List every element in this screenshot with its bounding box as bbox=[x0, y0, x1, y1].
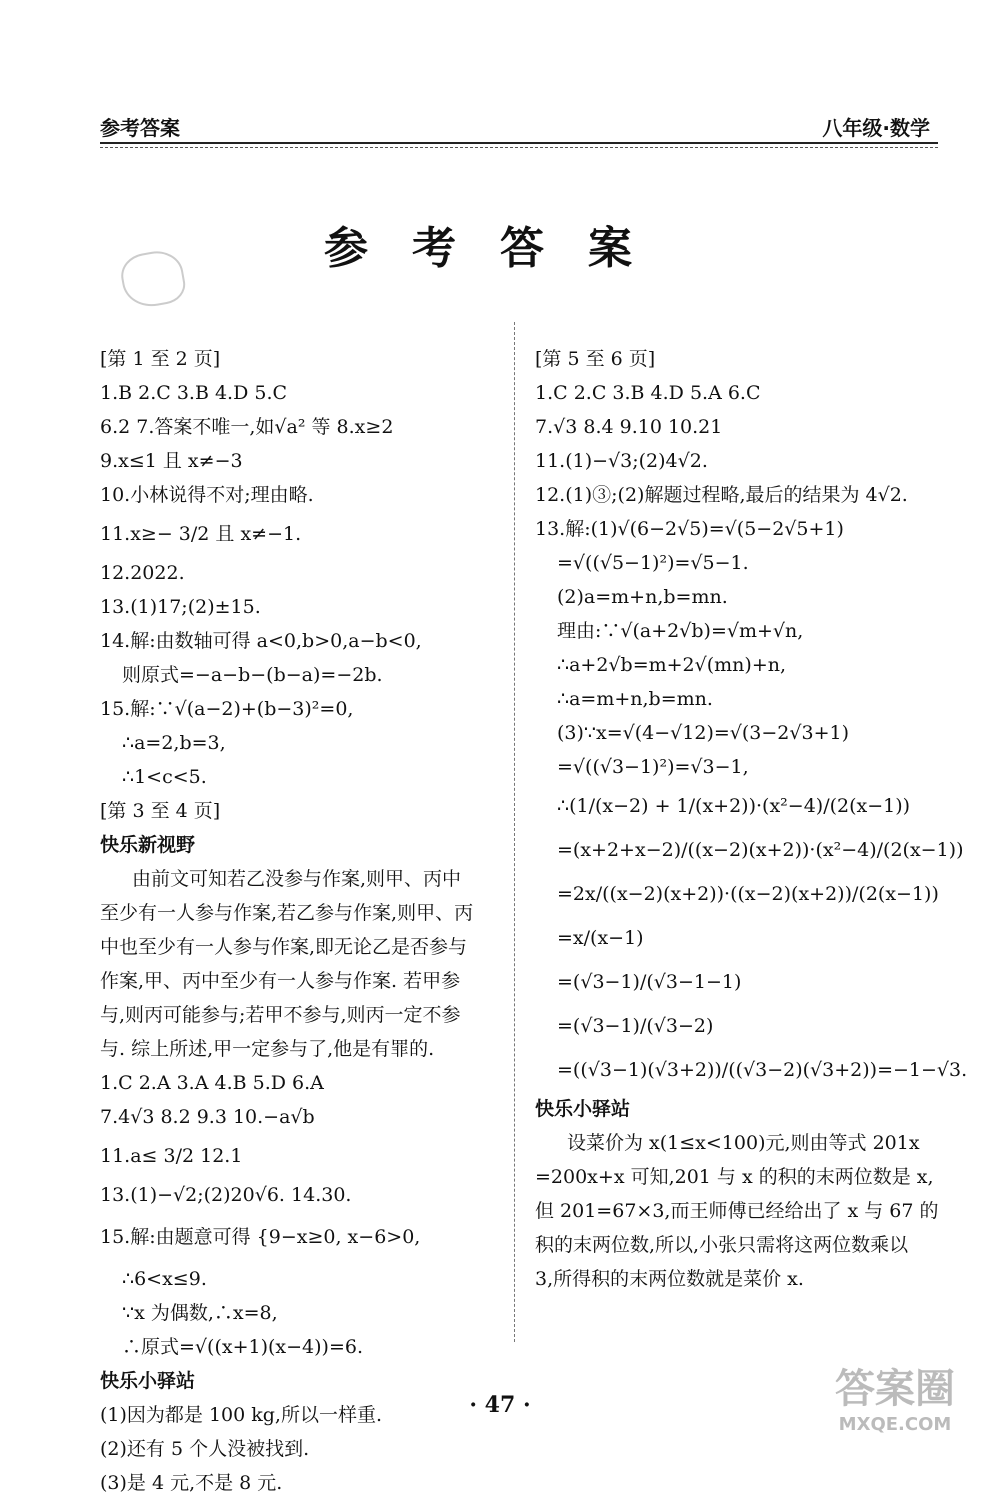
answer-line: 12.(1)③;(2)解题过程略,最后的结果为 4√2. bbox=[535, 484, 908, 506]
answer-line: 13.解:(1)√(6−2√5)=√(5−2√5+1) bbox=[535, 518, 844, 540]
paragraph-line: 但 201=67×3,而王师傅已经给出了 x 与 67 的 bbox=[535, 1200, 939, 1222]
paragraph-line: 3,所得积的末两位数就是菜价 x. bbox=[535, 1268, 804, 1290]
paragraph-line: 与. 综上所述,甲一定参与了,他是有罪的. bbox=[100, 1038, 435, 1060]
answer-line: =(√3−1)/(√3−1−1) bbox=[557, 971, 742, 993]
answer-line: 11.a≤ 3/2 12.1 bbox=[100, 1145, 243, 1167]
answer-line: ∴原式=√((x+1)(x−4))=6. bbox=[122, 1336, 363, 1358]
right-column bbox=[535, 342, 968, 1296]
paragraph-line: 设菜价为 x(1≤x<100)元,则由等式 201x bbox=[567, 1132, 920, 1154]
answer-line: =(x+2+x−2)/((x−2)(x+2))·(x²−4)/(2(x−1)) bbox=[557, 839, 964, 861]
answer-line: ∴a=m+n,b=mn. bbox=[557, 688, 713, 710]
paragraph-line: 至少有一人参与作案,若乙参与作案,则甲、丙 bbox=[100, 902, 474, 924]
header-left: 参考答案 bbox=[100, 116, 180, 140]
answer-line: 理由:∵√(a+2√b)=√m+√n, bbox=[557, 620, 804, 642]
answer-line: 7.√3 8.4 9.10 10.21 bbox=[535, 416, 723, 438]
paragraph-line: 积的末两位数,所以,小张只需将这两位数乘以 bbox=[535, 1234, 909, 1256]
answer-line: 则原式=−a−b−(b−a)=−2b. bbox=[122, 664, 383, 686]
answer-line: 1.B 2.C 3.B 4.D 5.C bbox=[100, 382, 288, 404]
answer-line: ∴(1/(x−2) + 1/(x+2))·(x²−4)/(2(x−1)) bbox=[557, 795, 911, 817]
paragraph-line: 作案,甲、丙中至少有一人参与作案. 若甲参 bbox=[100, 970, 461, 992]
answer-line: ∵x 为偶数,∴x=8, bbox=[122, 1302, 278, 1324]
section-heading: [第 5 至 6 页] bbox=[535, 348, 656, 370]
answer-line: [第 1 至 2 页] bbox=[100, 348, 221, 370]
header-right: 八年级·数学 bbox=[822, 116, 930, 140]
answer-line: 11.(1)−√3;(2)4√2. bbox=[535, 450, 708, 472]
section-heading: [第 3 至 4 页] bbox=[100, 800, 221, 822]
header-rule bbox=[100, 142, 938, 148]
answer-line: 10.小林说得不对;理由略. bbox=[100, 484, 314, 506]
paragraph-line: 由前文可知若乙没参与作案,则甲、丙中 bbox=[132, 868, 462, 890]
answer-line: 12.2022. bbox=[100, 562, 185, 584]
answer-line: 6.2 7.答案不唯一,如√a² 等 8.x≥2 bbox=[100, 416, 394, 438]
answer-line: 13.(1)−√2;(2)20√6. 14.30. bbox=[100, 1184, 352, 1206]
section-title: 快乐新视野 bbox=[100, 834, 196, 856]
watermark-text: 答案圈 bbox=[835, 1366, 955, 1412]
answer-line: (1)因为都是 100 kg,所以一样重. bbox=[100, 1404, 383, 1426]
answer-line: 1.C 2.A 3.A 4.B 5.D 6.A bbox=[100, 1072, 324, 1094]
answer-line: 9.x≤1 且 x≠−3 bbox=[100, 450, 243, 472]
answer-line: 11.x≥− 3/2 且 x≠−1. bbox=[100, 523, 302, 545]
answer-line: =2x/((x−2)(x+2))·((x−2)(x+2))/(2(x−1)) bbox=[557, 883, 939, 905]
watermark-logo bbox=[820, 1357, 970, 1453]
answer-line: (3)是 4 元,不是 8 元. bbox=[100, 1472, 283, 1494]
answer-line: =((√3−1)(√3+2))/((√3−2)(√3+2))=−1−√3. bbox=[557, 1059, 968, 1081]
answer-line: 13.(1)17;(2)±15. bbox=[100, 596, 261, 618]
answer-line: ∴a+2√b=m+2√(mn)+n, bbox=[557, 654, 787, 676]
answer-line: ∴a=2,b=3, bbox=[122, 732, 226, 754]
answer-line: 7.4√3 8.2 9.3 10.−a√b bbox=[100, 1106, 315, 1128]
answer-line: (2)还有 5 个人没被找到. bbox=[100, 1438, 310, 1460]
left-column bbox=[100, 342, 500, 1500]
answer-line: 14.解:由数轴可得 a<0,b>0,a−b<0, bbox=[100, 630, 422, 652]
answer-line: =√((√3−1)²)=√3−1, bbox=[557, 756, 749, 778]
answer-line: 15.解:∵√(a−2)+(b−3)²=0, bbox=[100, 698, 354, 720]
answer-line: ∴1<c<5. bbox=[122, 766, 207, 788]
answer-line: 1.C 2.C 3.B 4.D 5.A 6.C bbox=[535, 382, 761, 404]
paragraph-line: =200x+x 可知,201 与 x 的积的末两位数是 x, bbox=[535, 1166, 934, 1188]
section-title: 快乐小驿站 bbox=[535, 1098, 631, 1120]
answer-line: =√((√5−1)²)=√5−1. bbox=[557, 552, 749, 574]
paragraph-line: 中也至少有一人参与作案,即无论乙是否参与 bbox=[100, 936, 468, 958]
column-divider bbox=[514, 322, 515, 1342]
answer-line: =x/(x−1) bbox=[557, 927, 644, 949]
answer-line: (2)a=m+n,b=mn. bbox=[557, 586, 728, 608]
answer-line: 15.解:由题意可得 {9−x≥0, x−6>0, bbox=[100, 1226, 421, 1248]
answer-line: (3)∵x=√(4−√12)=√(3−2√3+1) bbox=[557, 722, 850, 744]
watermark-url: MXQE.COM bbox=[838, 1414, 952, 1435]
section-title: 快乐小驿站 bbox=[100, 1370, 196, 1392]
answer-line: ∴6<x≤9. bbox=[122, 1268, 207, 1290]
answer-line: =(√3−1)/(√3−2) bbox=[557, 1015, 714, 1037]
paragraph-line: 与,则丙可能参与;若甲不参与,则丙一定不参 bbox=[100, 1004, 461, 1026]
page-number: · 47 · bbox=[469, 1392, 531, 1418]
page-title: 参考答案 bbox=[324, 223, 676, 274]
